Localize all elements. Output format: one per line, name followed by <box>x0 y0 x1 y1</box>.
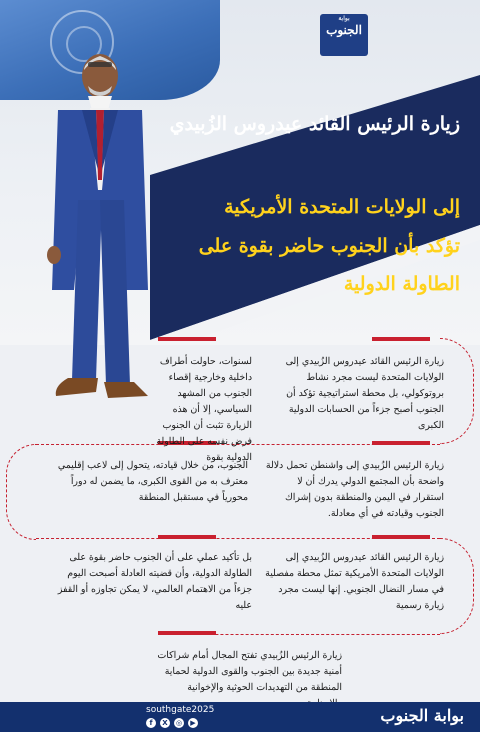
headline-line-1: زيارة الرئيس القائد عيدروس الزُبيدي <box>169 113 460 135</box>
red-separator <box>372 337 430 341</box>
facebook-icon[interactable]: f <box>146 718 156 728</box>
red-separator <box>372 441 430 445</box>
info-card-2-text: لسنوات، حاولت أطراف داخلية وخارجية إقصاء الجنوب من المشهد السياسي، إلا أن هذه الزيارة تثبت أن الجنوب فرض نفسه على الطاولة الدولية بقوة <box>156 356 252 463</box>
headline-line-4: الطاولة الدولية <box>343 273 460 295</box>
footer-brand: بوابة الجنوب <box>380 706 464 725</box>
info-card-1-text: زيارة الرئيس القائد عيدروس الزُبيدي إلى الولايات المتحدة ليست مجرد نشاط بروتوكولي، بل محطة استراتيجية تؤكد أن الجنوب أصبح جزءاً من الحسابات الدولية الكبرى <box>285 356 444 431</box>
info-card-1 <box>268 354 444 434</box>
connector-left-1 <box>6 444 36 540</box>
red-separator <box>158 337 216 341</box>
info-card-5-text: زيارة الرئيس القائد عيدروس الزُبيدي إلى الولايات المتحدة الأمريكية تمثل محطة مفصلية في مسار النضال الجنوبي. إنها ليست مجرد زيارة رسمية <box>265 552 444 611</box>
info-card-3 <box>264 458 444 522</box>
footer-bar <box>0 702 480 732</box>
connector-right-1 <box>440 338 474 444</box>
youtube-icon[interactable]: ▶ <box>188 718 198 728</box>
info-card-6-text: بل تأكيد عملي على أن الجنوب حاضر بقوة على الطاولة الدولية، وأن قضيته العادلة أصبحت اليوم جزءاً من الاهتمام العالمي، لا يمكن تجاوزه أو القفز عليه <box>57 552 252 611</box>
logo-text: الجنوب <box>326 23 362 37</box>
info-card-2 <box>152 354 252 466</box>
red-separator <box>158 535 216 539</box>
info-card-3-text: زيارة الرئيس الزُبيدي إلى واشنطن تحمل دلالة واضحة بأن المجتمع الدولي يدرك أن لا استقرار في اليمن والمنطقة بدون إشراك الجنوب وقيادته في أي معادلة. <box>265 460 444 519</box>
info-card-6 <box>56 550 252 614</box>
headline-line-2: إلى الولايات المتحدة الأمريكية <box>224 196 460 218</box>
social-links <box>146 718 198 728</box>
info-card-7-text: زيارة الرئيس الزُبيدي تفتح المجال أمام شراكات أمنية جديدة بين الجنوب والقوى الدولية لحماية المنطقة من التهديدات الحوثية والإخوانية <box>157 650 342 693</box>
red-separator <box>158 631 216 635</box>
info-card-4 <box>56 458 248 506</box>
instagram-icon[interactable]: ◎ <box>175 719 183 727</box>
site-logo <box>320 14 368 56</box>
headline-line-3: تؤكد بأن الجنوب حاضر بقوة على <box>198 235 460 257</box>
connector-right-2 <box>440 538 474 634</box>
red-separator <box>372 535 430 539</box>
footer-handle[interactable]: southgate2025 <box>146 705 215 715</box>
x-icon[interactable]: X <box>160 718 170 728</box>
leader-portrait-image <box>38 40 158 440</box>
info-card-5 <box>264 550 444 614</box>
logo-small-text: بوابة <box>338 15 350 22</box>
info-card-4-text: الجنوب، من خلال قيادته، يتحول إلى لاعب إقليمي معترف به من القوى الكبرى، ما يضمن له دوراً محورياً في مستقبل المنطقة <box>57 460 248 503</box>
